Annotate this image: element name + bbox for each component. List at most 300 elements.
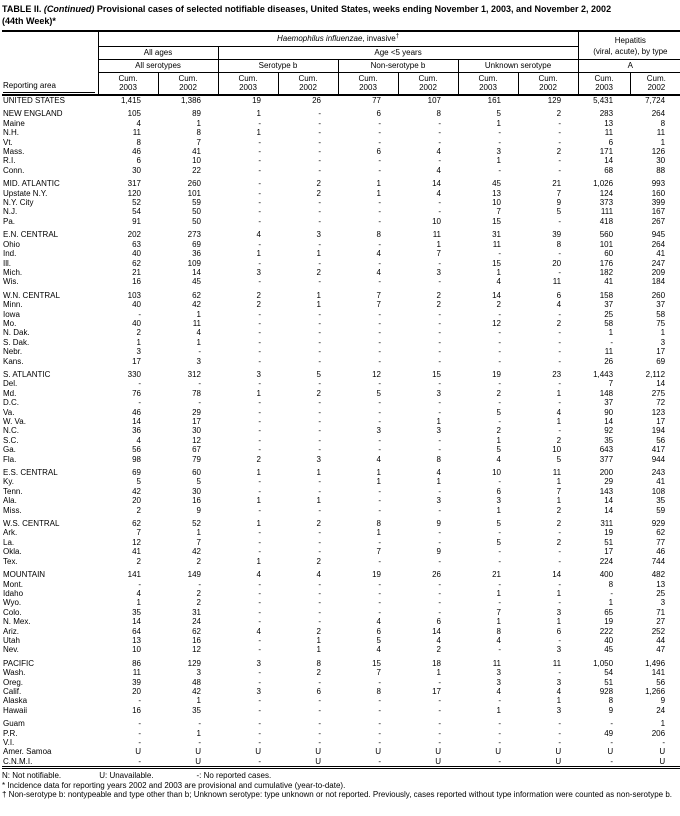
value-cell: 17 [432,686,441,696]
value-cell: 22 [192,165,201,175]
value-cell: - [558,267,562,277]
value-cell: 2 [316,388,321,398]
value-cell: - [258,505,261,515]
table-row [2,138,680,147]
reporting-area-cell: N.Y. City [3,198,34,208]
value-cell: 14 [604,417,614,426]
title-week: (44th Week)* [2,15,56,26]
reporting-area-cell: Vt. [3,137,13,147]
table-row [2,398,680,407]
value-cell: 86 [132,658,141,668]
value-cell: - [318,128,321,138]
value-cell: - [610,719,614,729]
value-cell: - [258,398,261,408]
value-cell: - [258,328,261,338]
reporting-area-cell: E.S. CENTRAL [3,468,58,478]
value-cell: 92 [604,426,614,436]
table-row [2,370,680,379]
value-cell: 60 [192,468,201,478]
value-cell: 6 [136,156,141,166]
value-cell: U [315,756,321,766]
value-cell: 1 [316,635,321,645]
cum-2003-header: Cum. 2003 [218,73,278,96]
value-cell: - [378,239,381,249]
value-cell: 141 [127,570,141,580]
value-cell: 1 [256,249,261,259]
value-cell: - [258,728,261,738]
value-cell: - [378,337,381,347]
value-cell: - [138,756,141,766]
value-cell: 3 [316,230,321,240]
reporting-area-cell: UNITED STATES [3,96,65,105]
value-cell: - [318,398,321,408]
reporting-area-cell: Maine [3,118,25,128]
value-cell: 56 [656,435,666,445]
value-cell: - [378,607,381,617]
value-cell: 2 [136,556,141,566]
value-cell: - [258,705,261,715]
value-cell: 1 [316,300,321,310]
value-cell: 71 [656,607,666,617]
value-cell: U [555,747,562,757]
reporting-area-cell: Iowa [3,309,20,319]
value-cell: - [378,496,381,506]
value-cell: 1 [608,598,614,608]
value-cell: 52 [192,519,201,529]
cum-2002-header: Cum. 2002 [398,73,458,96]
value-cell: 3 [556,705,562,715]
table-row [2,179,680,188]
value-cell: 15 [432,369,441,379]
value-cell: 3 [496,496,501,506]
value-cell: - [378,719,381,729]
value-cell: - [378,556,381,566]
value-cell: - [558,309,562,319]
reporting-area-cell: S.C. [3,435,19,445]
table-row [2,300,680,309]
value-cell: 4 [136,435,141,445]
value-cell: 108 [651,486,666,496]
reporting-area-cell: N. Mex. [3,617,31,627]
value-cell: - [258,477,261,487]
value-cell: 11 [552,468,562,478]
value-cell: 224 [599,556,614,566]
value-cell: - [258,445,261,455]
value-cell: 2 [436,300,441,310]
value-cell: - [258,337,261,347]
value-cell: 37 [604,300,614,310]
value-cell: 126 [651,147,666,157]
value-cell: - [318,588,321,598]
value-cell: 2 [556,318,562,328]
value-cell: 27 [656,617,666,627]
value-cell: - [498,528,501,538]
value-cell: 14 [492,290,501,300]
value-cell: 10 [432,216,441,226]
reporting-area-cell: Upstate N.Y. [3,188,48,198]
value-cell: 944 [651,454,666,464]
value-cell: 26 [432,570,441,580]
value-cell: - [498,598,501,608]
value-cell: - [438,118,441,128]
value-cell: - [258,668,261,678]
value-cell: 13 [656,579,666,589]
value-cell: - [318,617,321,627]
reporting-area-cell: Ind. [3,249,17,259]
value-cell: - [438,579,441,589]
value-cell: - [558,356,562,366]
reporting-area-cell: Utah [3,635,20,645]
value-cell: 1 [196,728,201,738]
value-cell: 12 [132,537,141,547]
value-cell: 14 [656,379,666,389]
value-cell: 1,496 [645,658,666,668]
table-row [2,426,680,435]
value-cell: - [318,705,321,715]
value-cell: U [195,756,201,766]
value-cell: 4 [136,118,141,128]
reporting-area-cell: S. ATLANTIC [3,369,51,379]
value-cell: - [318,147,321,157]
value-cell: - [198,379,201,389]
value-cell: - [558,556,562,566]
value-cell: 6 [608,137,614,147]
value-cell: 6 [316,686,321,696]
value-cell: 47 [656,645,666,655]
value-cell: - [318,477,321,487]
value-cell: - [258,547,261,557]
value-cell: - [378,328,381,338]
table-row [2,436,680,445]
value-cell: - [318,417,321,426]
reporting-area-cell: Miss. [3,505,22,515]
value-cell: 40 [132,318,141,328]
value-cell: 12 [492,318,501,328]
value-cell: 3 [376,426,381,436]
value-cell: 60 [604,249,614,259]
value-cell: - [318,435,321,445]
value-cell: 20 [132,686,141,696]
value-cell: 4 [376,267,381,277]
value-cell: 3 [660,598,666,608]
table-row [2,95,680,105]
value-cell: - [258,677,261,687]
value-cell: - [438,356,441,366]
reporting-area-cell: Ark. [3,528,18,538]
value-cell: U [659,747,666,757]
value-cell: 62 [192,626,201,636]
reporting-area-cell: MOUNTAIN [3,570,46,580]
cum-2003-header: Cum. 2003 [338,73,398,96]
value-cell: - [378,356,381,366]
value-cell: - [258,198,261,208]
value-cell: 4 [436,635,441,645]
value-cell: - [558,128,562,138]
value-cell: 4 [556,686,562,696]
value-cell: 1 [496,156,501,166]
value-cell: - [378,165,381,175]
reporting-area-cell: La. [3,537,15,547]
table-row [2,547,680,556]
value-cell: 148 [599,388,614,398]
value-cell: - [198,398,201,408]
cum-2002-header: Cum. 2002 [278,73,338,96]
value-cell: 15 [492,216,501,226]
value-cell: 2 [316,668,321,678]
value-cell: 48 [192,677,201,687]
value-cell: 206 [651,728,666,738]
value-cell: - [438,258,441,268]
table-row [2,557,680,566]
value-cell: - [318,198,321,208]
table-row [2,455,680,464]
value-cell: 945 [651,230,666,240]
value-cell: - [378,398,381,408]
value-cell: 13 [492,188,501,198]
value-cell: 4 [436,188,441,198]
value-cell: 2 [256,300,261,310]
value-cell: 51 [604,677,614,687]
value-cell: 5 [496,519,501,529]
value-cell: 184 [651,277,666,287]
value-cell: 4 [196,328,201,338]
value-cell: 6 [376,147,381,157]
value-cell: - [610,588,614,598]
value-cell: 30 [132,165,141,175]
table-row [2,617,680,626]
dagger-mark: † [395,33,400,40]
value-cell: - [498,728,501,738]
value-cell: - [258,216,261,226]
hinf-group-header: Haemophilus influenzae, invasive† [98,31,578,47]
value-cell: 3 [256,686,261,696]
value-cell: - [258,696,261,706]
value-cell: 5 [496,537,501,547]
value-cell: 1 [556,696,562,706]
value-cell: 37 [604,398,614,408]
value-cell: 40 [132,249,141,259]
value-cell: - [438,309,441,319]
value-cell: 69 [132,468,141,478]
reporting-area-cell: W.S. CENTRAL [3,519,60,529]
value-cell: - [318,445,321,455]
value-cell: - [498,337,501,347]
value-cell: 2 [136,328,141,338]
value-cell: 90 [604,407,614,417]
value-cell: 1 [608,328,614,338]
value-cell: 2 [196,598,201,608]
value-cell: 373 [599,198,614,208]
value-cell: 1,386 [180,96,201,105]
value-cell: 37 [656,300,666,310]
value-cell: 1 [660,328,666,338]
value-cell: 1 [136,337,141,347]
value-cell: 149 [187,570,201,580]
value-cell: - [258,528,261,538]
value-cell: - [378,216,381,226]
value-cell: - [318,696,321,706]
value-cell: 35 [656,496,666,506]
value-cell: 417 [651,445,666,455]
value-cell: - [498,738,501,747]
reporting-area-cell: Ohio [3,239,20,249]
value-cell: 129 [547,96,562,105]
value-cell: 1,443 [593,369,614,379]
value-cell: 1 [316,249,321,259]
value-cell: - [498,719,501,729]
value-cell: 7 [608,379,614,389]
hepatitis-group-header: Hepatitis (viral, acute), by type [578,31,680,60]
value-cell: U [135,747,141,757]
value-cell: - [258,165,261,175]
value-cell: 141 [651,668,666,678]
value-cell: - [498,379,501,389]
reporting-area-cell: PACIFIC [3,658,34,668]
value-cell: 194 [651,426,666,436]
value-cell: 14 [132,617,141,627]
value-cell: 1 [556,496,562,506]
table-row [2,347,680,356]
value-cell: 58 [656,309,666,319]
value-cell: - [258,645,261,655]
value-cell: 9 [196,505,201,515]
reporting-area-cell: Ariz. [3,626,19,636]
value-cell: 36 [192,249,201,259]
value-cell: - [258,156,261,166]
value-cell: 67 [192,445,201,455]
table-row [2,706,680,715]
value-cell: 58 [604,318,614,328]
value-cell: 5 [496,109,501,119]
value-cell: - [258,118,261,128]
reporting-area-cell: Idaho [3,588,24,598]
reporting-area-cell: C.N.M.I. [3,756,33,766]
table-row [2,506,680,515]
value-cell: 39 [132,677,141,687]
value-cell: 161 [487,96,501,105]
value-cell: 8 [556,239,562,249]
value-cell: 1 [376,179,381,189]
value-cell: 8 [376,519,381,529]
value-cell: 6 [556,290,562,300]
value-cell: 11 [656,128,666,138]
value-cell: 12 [372,369,381,379]
value-cell: 1 [316,496,321,506]
value-cell: 7 [196,137,201,147]
table-row [2,645,680,654]
value-cell: 7 [376,290,381,300]
value-cell: 3 [196,356,201,366]
value-cell: - [318,239,321,249]
footnotes [2,769,678,800]
value-cell: 14 [604,156,614,166]
value-cell: 3 [436,267,441,277]
value-cell: - [258,588,261,598]
value-cell: U [435,747,441,757]
value-cell: - [258,239,261,249]
value-cell: 9 [608,705,614,715]
value-cell: 15 [492,258,501,268]
legend-not-notifiable: N: Not notifiable. [2,771,62,781]
value-cell: 79 [192,454,201,464]
value-cell: 1 [496,435,501,445]
value-cell: - [498,547,501,557]
value-cell: - [558,137,562,147]
value-cell: 1 [436,239,441,249]
value-cell: 7 [376,547,381,557]
value-cell: 2 [556,435,562,445]
value-cell: 65 [604,607,614,617]
value-cell: 7 [136,528,141,538]
value-cell: - [438,198,441,208]
reporting-area-cell: Hawaii [3,705,28,715]
value-cell: 24 [192,617,201,627]
value-cell: 1,026 [593,179,614,189]
value-cell: 160 [651,188,666,198]
reporting-area-cell: MID. ATLANTIC [3,179,60,189]
value-cell: - [438,738,441,747]
value-cell: 1 [196,337,201,347]
value-cell: - [318,505,321,515]
reporting-area-cell: Conn. [3,165,25,175]
reporting-area-cell: Wyo. [3,598,22,608]
value-cell: - [318,337,321,347]
value-cell: 35 [604,435,614,445]
table-row [2,445,680,454]
value-cell: 8 [136,137,141,147]
value-cell: 50 [192,207,201,217]
value-cell: - [610,756,614,766]
value-cell: - [318,258,321,268]
value-cell: - [318,216,321,226]
value-cell: 63 [132,239,141,249]
value-cell: 62 [192,290,201,300]
value-cell: 16 [132,277,141,287]
value-cell: - [378,207,381,217]
value-cell: 41 [132,547,141,557]
reporting-area-cell: Mo. [3,318,17,328]
value-cell: 400 [599,570,614,580]
value-cell: 1 [496,267,501,277]
value-cell: 1 [256,128,261,138]
value-cell: - [438,347,441,357]
value-cell: 3 [136,347,141,357]
value-cell: 26 [312,96,321,105]
value-cell: - [498,165,501,175]
table-row [2,379,680,388]
value-cell: 91 [132,216,141,226]
value-cell: - [258,188,261,198]
value-cell: 17 [132,356,141,366]
reporting-area-cell: Nev. [3,645,19,655]
value-cell: - [498,128,501,138]
value-cell: - [438,435,441,445]
value-cell: - [662,738,666,747]
table-row [2,240,680,249]
value-cell: 54 [132,207,141,217]
value-cell: 42 [192,686,201,696]
value-cell: - [498,328,501,338]
value-cell: 19 [604,617,614,627]
value-cell: - [258,356,261,366]
value-cell: 69 [656,356,666,366]
table-row [2,668,680,677]
reporting-area-cell: Okla. [3,547,22,557]
value-cell: 129 [187,658,201,668]
value-cell: 8 [608,696,614,706]
value-cell: 13 [132,635,141,645]
value-cell: 1 [436,668,441,678]
